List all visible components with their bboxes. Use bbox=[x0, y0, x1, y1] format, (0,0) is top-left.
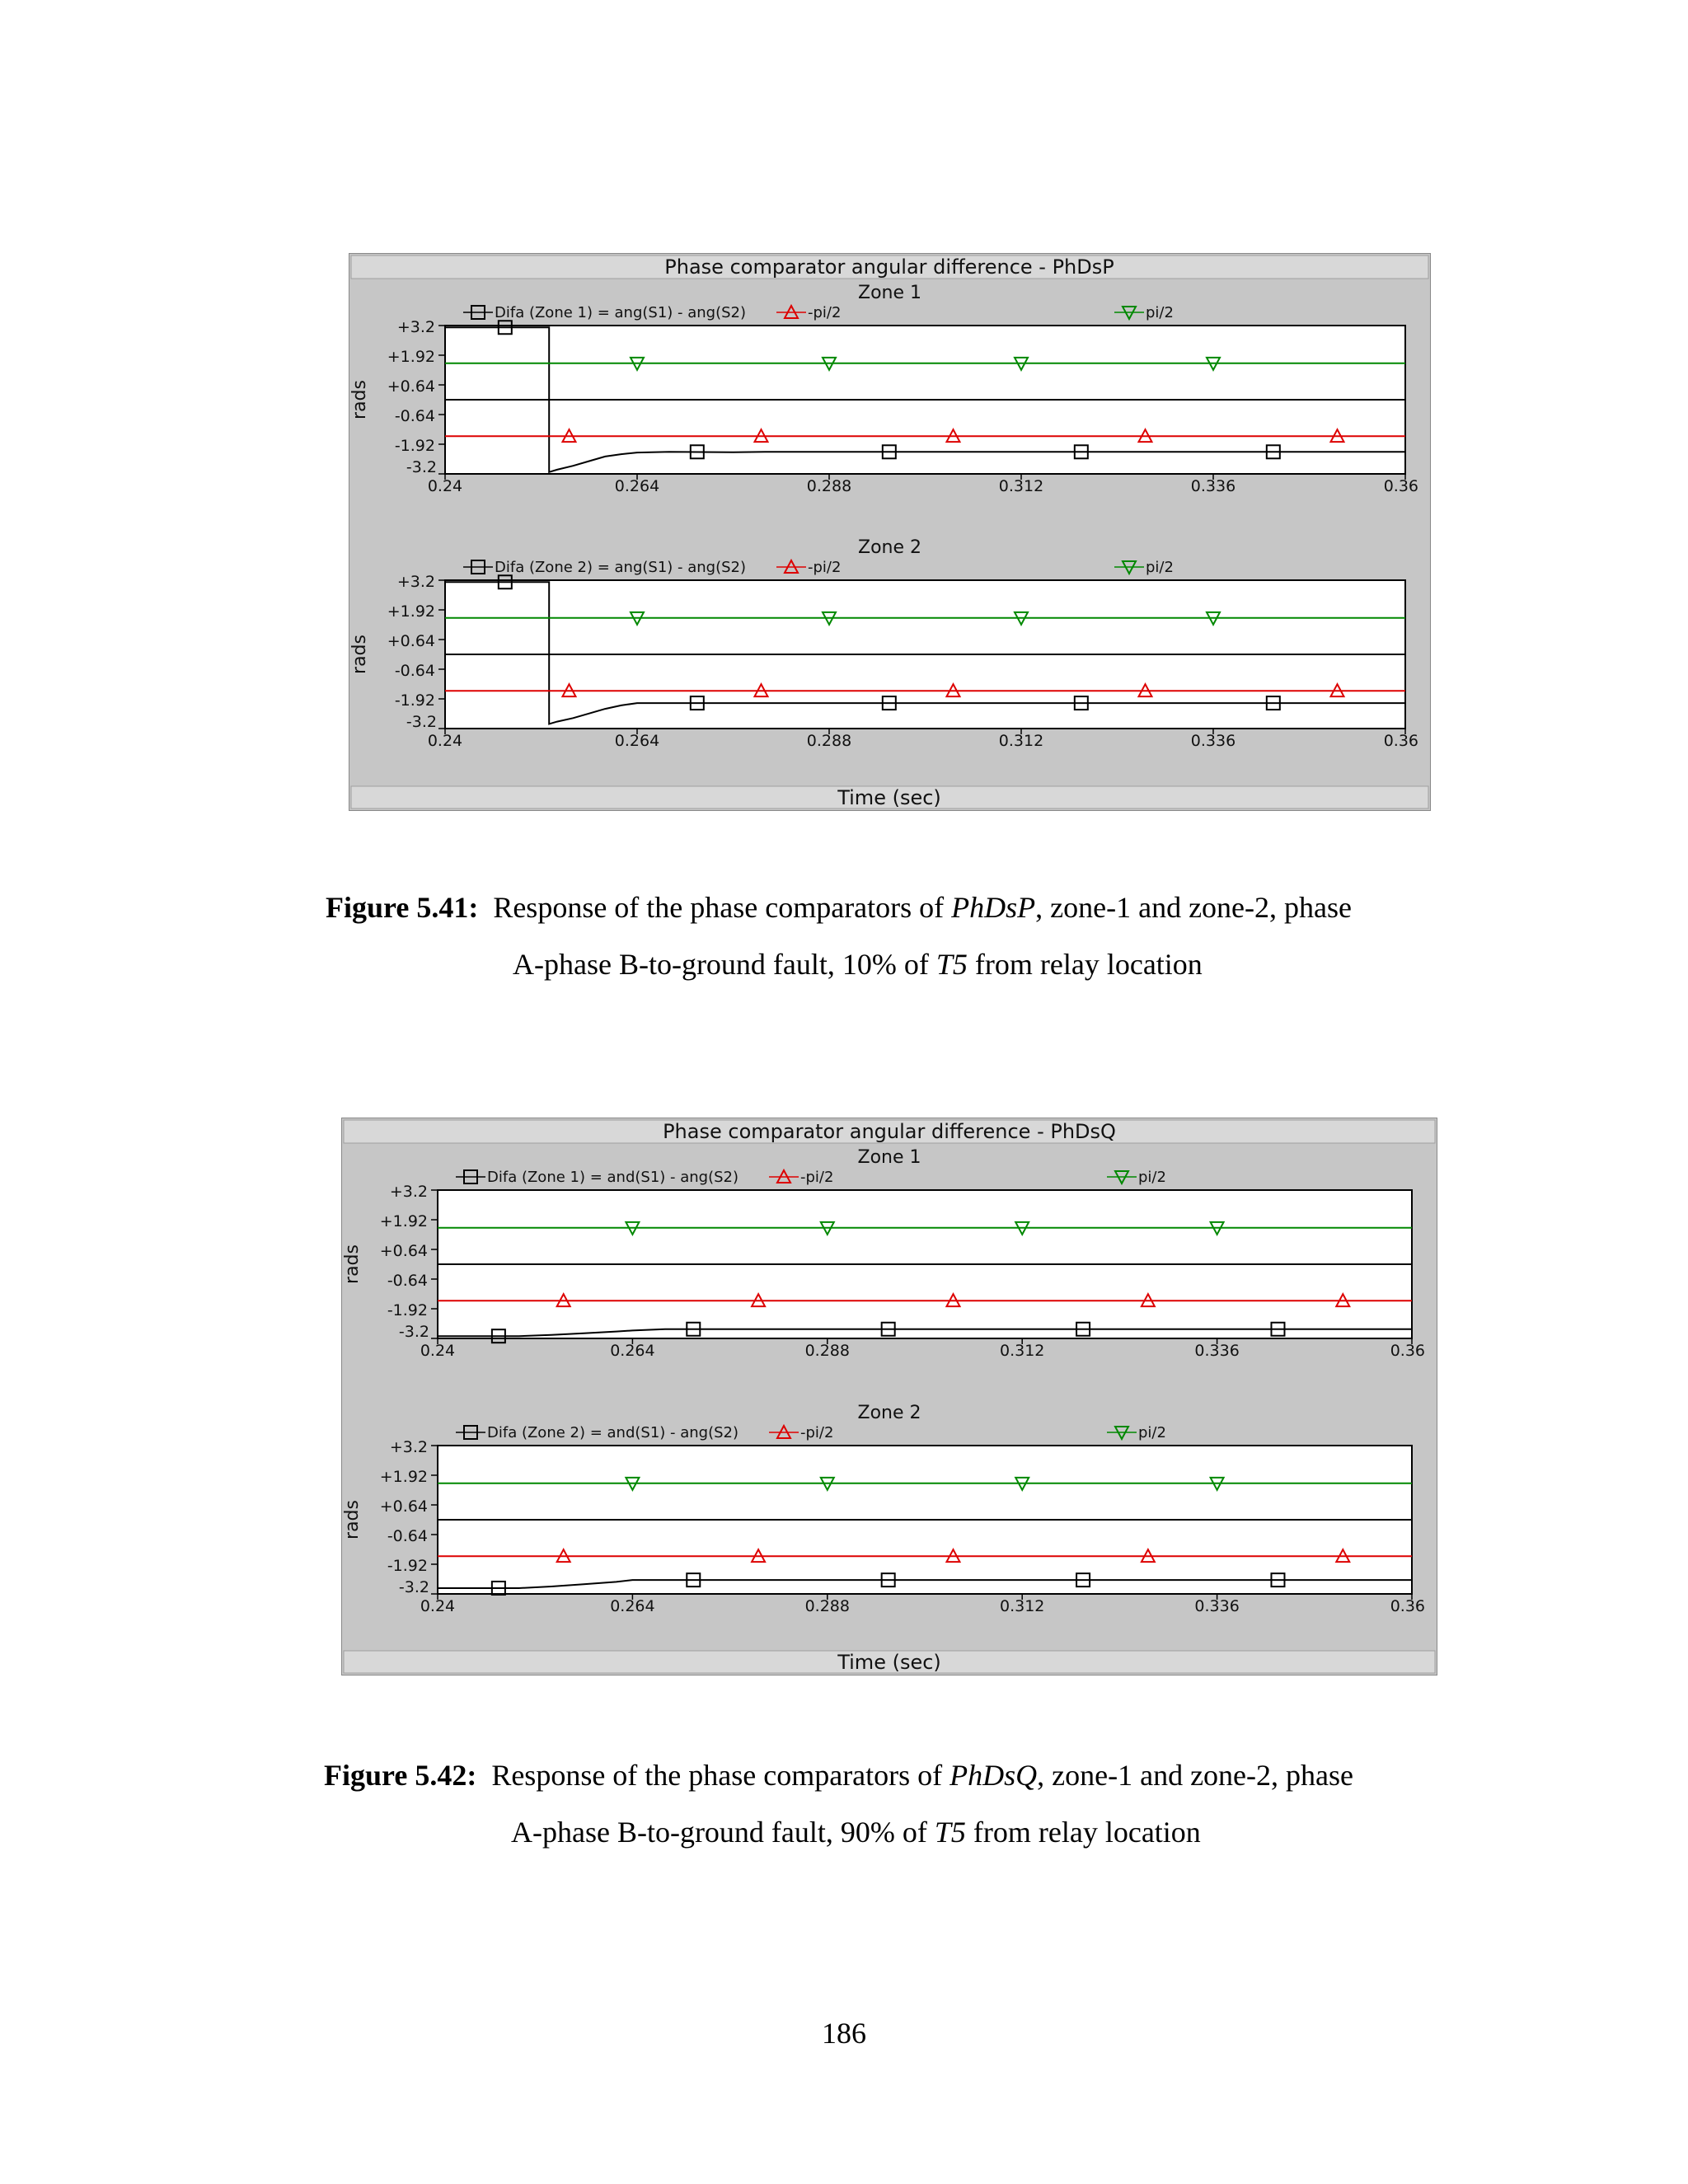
panel-title: Phase comparator angular difference - PhDsQ bbox=[663, 1120, 1116, 1143]
x-axis-label: Time (sec) bbox=[837, 786, 941, 809]
panel-title: Phase comparator angular difference - PhDsP bbox=[664, 255, 1114, 279]
figure-panel bbox=[341, 1118, 1437, 1675]
y-tick-label: -1.92 bbox=[387, 1301, 428, 1319]
x-tick-label: 0.36 bbox=[1383, 732, 1418, 750]
y-tick-label: +1.92 bbox=[379, 1468, 428, 1486]
y-axis-label: rads bbox=[349, 380, 370, 419]
y-axis-label: rads bbox=[342, 1500, 363, 1540]
x-tick-label: 0.24 bbox=[420, 1342, 456, 1360]
legend-label: Difa (Zone 1) = and(S1) - ang(S2) bbox=[487, 1169, 739, 1186]
x-tick-label: 0.24 bbox=[420, 1597, 456, 1615]
legend-label: pi/2 bbox=[1146, 304, 1174, 321]
subplot-title: Zone 1 bbox=[857, 1147, 921, 1168]
caption-text: Response of the phase comparators of bbox=[493, 891, 952, 924]
caption-emphasis: T5 bbox=[934, 1816, 966, 1849]
figure-label: Figure 5.41: bbox=[326, 891, 479, 924]
y-tick-label: +1.92 bbox=[387, 602, 435, 621]
y-tick-label: +3.2 bbox=[396, 573, 435, 591]
x-tick-label: 0.288 bbox=[804, 1342, 851, 1360]
subplot-title: Zone 2 bbox=[858, 537, 921, 558]
page-number: 186 bbox=[822, 2017, 866, 2050]
caption-text: Response of the phase comparators of bbox=[491, 1759, 950, 1792]
y-tick-label: -1.92 bbox=[387, 1557, 428, 1575]
x-tick-label: 0.336 bbox=[1190, 732, 1236, 750]
y-axis-label: rads bbox=[349, 635, 370, 674]
y-tick-label: -3.2 bbox=[406, 458, 437, 476]
subplot-title: Zone 2 bbox=[857, 1403, 921, 1423]
caption-text: A-phase B-to-ground fault, 10% of bbox=[513, 948, 936, 981]
x-tick-label: 0.36 bbox=[1383, 477, 1418, 495]
x-tick-label: 0.336 bbox=[1194, 1597, 1240, 1615]
caption-text: A-phase B-to-ground fault, 90% of bbox=[511, 1816, 935, 1849]
caption-text: , zone-1 and zone-2, phase bbox=[1037, 1759, 1353, 1792]
legend-label: -pi/2 bbox=[800, 1169, 834, 1186]
y-tick-label: -0.64 bbox=[394, 662, 435, 680]
x-tick-label: 0.36 bbox=[1390, 1342, 1425, 1360]
x-tick-label: 0.264 bbox=[610, 1597, 655, 1615]
legend-label: pi/2 bbox=[1146, 559, 1174, 576]
x-tick-label: 0.264 bbox=[610, 1342, 655, 1360]
caption-emphasis: PhDsQ bbox=[950, 1759, 1038, 1792]
legend-label: Difa (Zone 2) = ang(S1) - ang(S2) bbox=[495, 559, 747, 576]
legend-label: -pi/2 bbox=[800, 1424, 834, 1441]
y-tick-label: -0.64 bbox=[387, 1527, 428, 1545]
x-axis-label: Time (sec) bbox=[837, 1651, 941, 1674]
x-tick-label: 0.24 bbox=[427, 477, 463, 495]
caption-text: from relay location bbox=[967, 948, 1203, 981]
figure-label: Figure 5.42: bbox=[324, 1759, 477, 1792]
x-tick-label: 0.24 bbox=[427, 732, 463, 750]
x-tick-label: 0.336 bbox=[1194, 1342, 1240, 1360]
caption-text: , zone-1 and zone-2, phase bbox=[1035, 891, 1352, 924]
y-tick-label: +1.92 bbox=[379, 1212, 428, 1230]
caption-text: from relay location bbox=[965, 1816, 1201, 1849]
y-tick-label: +0.64 bbox=[387, 632, 435, 650]
legend-label: pi/2 bbox=[1138, 1169, 1166, 1186]
figure-caption bbox=[326, 879, 1352, 993]
y-tick-label: +0.64 bbox=[379, 1242, 428, 1260]
legend-label: pi/2 bbox=[1138, 1424, 1166, 1441]
y-tick-label: -0.64 bbox=[394, 407, 435, 425]
y-tick-label: +0.64 bbox=[379, 1497, 428, 1516]
y-tick-label: +3.2 bbox=[389, 1438, 428, 1456]
x-tick-label: 0.312 bbox=[999, 1597, 1045, 1615]
x-tick-label: 0.288 bbox=[804, 1597, 851, 1615]
x-tick-label: 0.36 bbox=[1390, 1597, 1425, 1615]
y-tick-label: -3.2 bbox=[398, 1323, 429, 1341]
x-tick-label: 0.288 bbox=[806, 732, 852, 750]
y-tick-label: +3.2 bbox=[389, 1183, 428, 1201]
legend-label: Difa (Zone 1) = ang(S1) - ang(S2) bbox=[495, 304, 747, 321]
x-tick-label: 0.312 bbox=[999, 1342, 1045, 1360]
y-tick-label: -1.92 bbox=[394, 691, 435, 710]
legend-label: Difa (Zone 2) = and(S1) - ang(S2) bbox=[487, 1424, 739, 1441]
figure-caption bbox=[324, 1747, 1353, 1861]
x-tick-label: 0.312 bbox=[998, 477, 1044, 495]
caption-emphasis: PhDsP bbox=[951, 891, 1036, 924]
legend-label: -pi/2 bbox=[808, 304, 842, 321]
caption-emphasis: T5 bbox=[935, 948, 968, 981]
subplot-title: Zone 1 bbox=[858, 283, 921, 303]
x-tick-label: 0.336 bbox=[1190, 477, 1236, 495]
y-tick-label: -3.2 bbox=[406, 713, 437, 731]
x-tick-label: 0.288 bbox=[806, 477, 852, 495]
y-tick-label: +1.92 bbox=[387, 348, 435, 366]
y-tick-label: +3.2 bbox=[396, 318, 435, 336]
x-tick-label: 0.264 bbox=[614, 732, 660, 750]
y-tick-label: -3.2 bbox=[398, 1578, 429, 1596]
y-tick-label: -1.92 bbox=[394, 437, 435, 455]
figure-panel bbox=[349, 253, 1431, 811]
x-tick-label: 0.264 bbox=[614, 477, 660, 495]
y-tick-label: +0.64 bbox=[387, 377, 435, 396]
y-tick-label: -0.64 bbox=[387, 1272, 428, 1290]
x-tick-label: 0.312 bbox=[998, 732, 1044, 750]
legend-label: -pi/2 bbox=[808, 559, 842, 576]
y-axis-label: rads bbox=[342, 1244, 363, 1284]
